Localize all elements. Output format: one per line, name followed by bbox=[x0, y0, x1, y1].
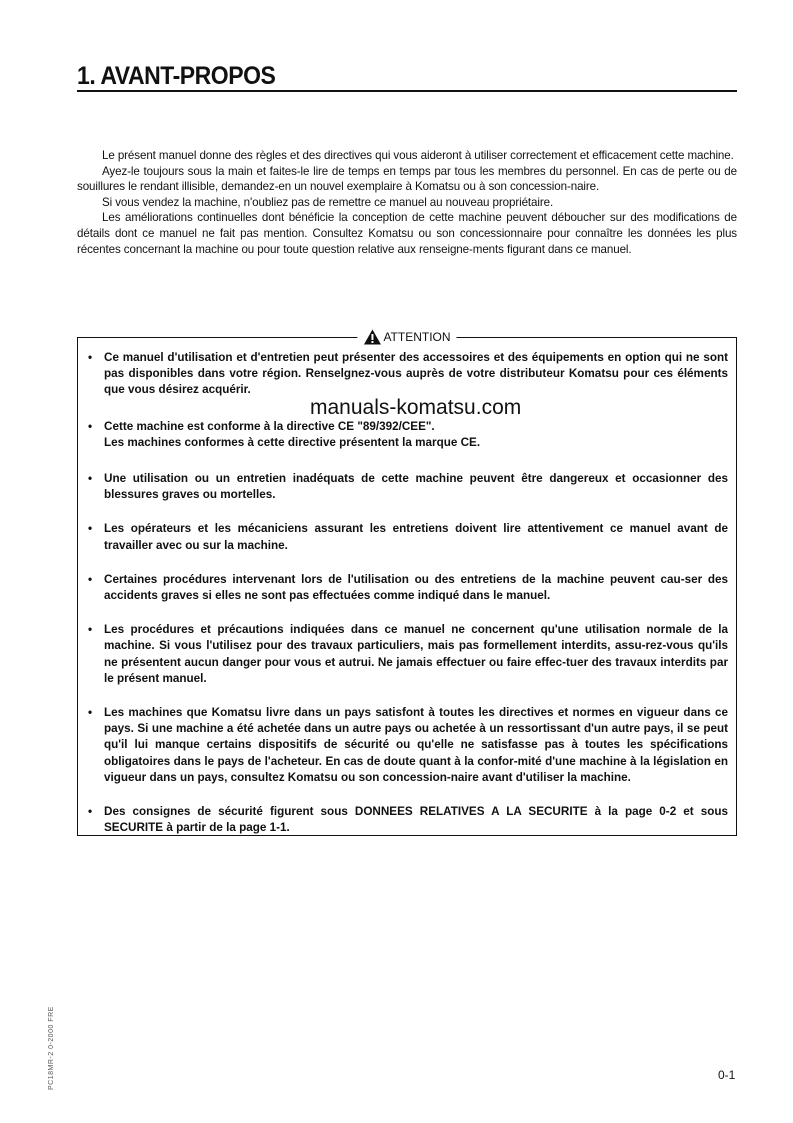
list-item: • Certaines procédures intervenant lors de l'utilisation ou des entretiens de la machine peuvent cau-ser des accidents graves si elles ne sont pas effectuées comme indiqué dans le manuel. bbox=[88, 572, 728, 603]
watermark: manuals-komatsu.com bbox=[310, 396, 522, 419]
attention-label: ATTENTION bbox=[383, 330, 451, 344]
warning-triangle-icon bbox=[363, 329, 381, 345]
attention-header bbox=[357, 328, 456, 346]
bullet: • bbox=[88, 472, 93, 486]
intro-paragraph: Le présent manuel donne des règles et des directives qui vous aideront à utiliser correctement et efficacement cette machine. bbox=[102, 149, 734, 162]
list-item: • Ce manuel d'utilisation et d'entretien peut présenter des accessoires et des équipements en option qui ne sont pas disponibles dans votre région. Renselgnez-vous auprès de votre distributeur Komatsu pour ces éléments que vous désirez acquérir. bbox=[88, 351, 728, 397]
bullet: • bbox=[88, 706, 93, 720]
bullet: • bbox=[88, 572, 93, 586]
intro-paragraph: Ayez-le toujours sous la main et faites-le lire de temps en temps par tous les membres du personnel. En cas de perte ou de souillures le rendant illisible, demandez-en un nouvel exemplaire à Komatsu ou à son concession-naire. bbox=[77, 164, 737, 194]
list-item: • Cette machine est conforme à la directive CE "89/392/CEE". Les machines conformes à cette directive présentent la marque CE. bbox=[88, 419, 481, 449]
list-item: • Des consignes de sécurité figurent sous DONNEES RELATIVES A LA SECURITE à la page 0-2 et sous SECURITE à partir de la page 1-1. bbox=[88, 805, 728, 835]
bullet: • bbox=[88, 623, 93, 637]
page-number: 0-1 bbox=[718, 1068, 736, 1082]
list-item: • Les opérateurs et les mécaniciens assurant les entretiens doivent lire attentivement ce manuel avant de travailler avec ou sur la machine. bbox=[88, 522, 728, 552]
list-item: • Une utilisation ou un entretien inadéquats de cette machine peuvent être dangereux et occasionner des blessures graves ou mortelles. bbox=[88, 472, 728, 502]
bullet: • bbox=[88, 351, 93, 364]
page-title-bar bbox=[77, 62, 737, 92]
intro-paragraph: Les améliorations continuelles dont bénéficie la conception de cette machine peuvent déboucher sur des modifications de détails dont ce manuel ne fait pas mention. Consultez Komatsu ou son concessionnaire pour connaître les données les plus récentes concernant la machine ou pour toute question relative aux renseigne-ments figurant dans ce manuel. bbox=[77, 211, 737, 256]
list-item: • Les machines que Komatsu livre dans un pays satisfont à toutes les directives et normes en vigueur dans ce pays. Si une machine a été achetée dans un autre pays ou achetée à un ressortissant d'un autre pays, il se peut qu'il lui manque certains dispositifs de sécurité ou qu'elle ne satisfasse pas à toutes les spécifications obligatoires dans le pays de l'acheteur. En cas de doute quant à la confor-mité d'une machine à la législation en vigueur dans un pays, consultez Komatsu ou son concession-naire avant d'utiliser la machine. bbox=[88, 706, 728, 784]
document-code: PC18MR-2 0-2000 FRE bbox=[48, 1006, 55, 1090]
bullet: • bbox=[88, 522, 93, 536]
bullet: • bbox=[88, 805, 93, 819]
bullet: • bbox=[88, 419, 93, 433]
intro-section bbox=[77, 148, 737, 257]
list-item: • Les procédures et précautions indiquées dans ce manuel ne concernent qu'une utilisation normale de la machine. Si vous l'utilisez pour des travaux particuliers, mais pas formellement interdits, assu-rez-vous qu'ils ne présentent aucun danger pour vous et autrui. Ne jamais effectuer ou faire effec-tuer des travaux interdits par le présent manuel. bbox=[88, 623, 728, 685]
intro-paragraph: Si vous vendez la machine, n'oubliez pas de remettre ce manuel au nouveau propriétaire. bbox=[102, 195, 554, 209]
attention-list bbox=[88, 350, 728, 849]
page-title: 1. AVANT-PROPOS bbox=[77, 62, 276, 90]
